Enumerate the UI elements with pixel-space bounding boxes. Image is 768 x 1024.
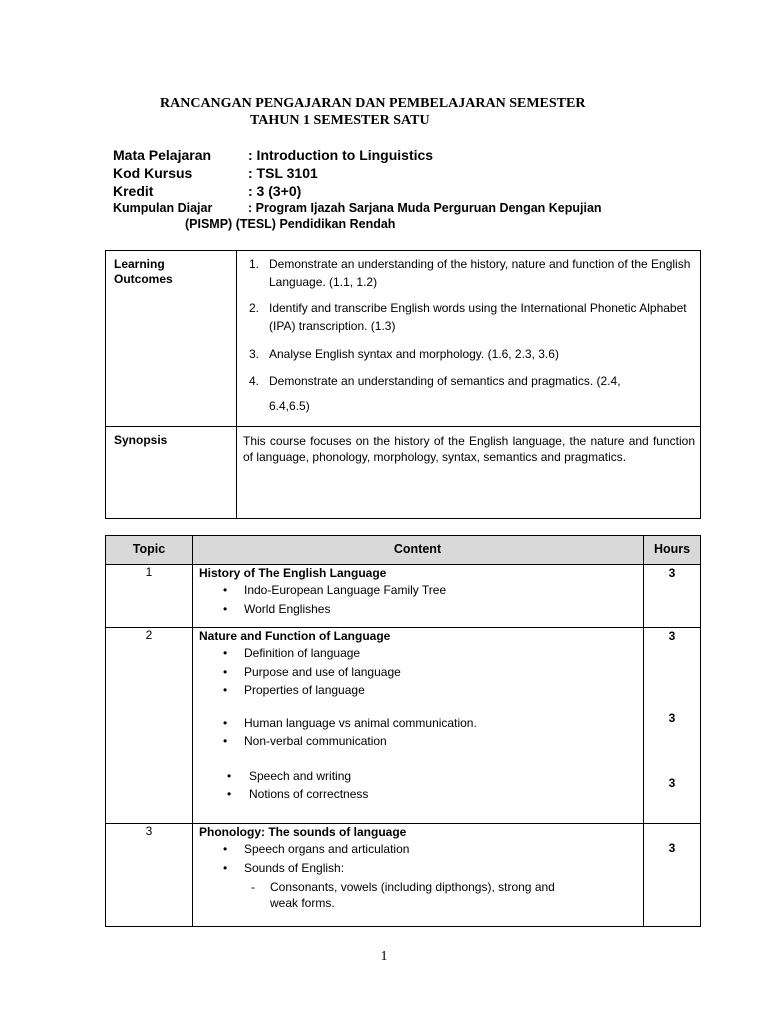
outcome-number: 3. (249, 347, 260, 361)
hours-value: 3 (668, 711, 676, 725)
list-item: • Definition of language (199, 644, 639, 663)
info-value: : 3 (3+0) (248, 183, 302, 199)
bullet-icon: • (223, 583, 228, 597)
bullet-icon: • (223, 646, 228, 660)
list-item: • Sounds of English: (199, 859, 639, 878)
topic-table (105, 535, 701, 927)
bullet-icon: • (223, 664, 228, 679)
topic-title: Nature and Function of Language (199, 629, 391, 643)
outcome-text: Analyse English syntax and morphology. (1.6, 2.3, 3.6) (269, 347, 559, 361)
list-item: • World Englishes (199, 600, 639, 619)
column-divider (192, 536, 193, 926)
list-item: • Purpose and use of language (199, 663, 639, 682)
header-topic: Topic (132, 542, 166, 556)
outcome-text: 6.4,6.5) (269, 399, 310, 413)
sub-list-item: - Consonants, vowels (including dipthongs), strong and (251, 880, 555, 894)
info-value: : Program Ijazah Sarjana Muda Perguruan Dengan Kepujian (248, 201, 602, 215)
outcome-text: Identify and transcribe English words using the International Phonetic Alphabet (IPA) transcription. (1.3) (269, 301, 687, 333)
list-item: • Non-verbal communication (199, 732, 639, 751)
column-divider (236, 427, 237, 518)
column-divider (643, 536, 644, 926)
dash-icon: - (251, 880, 255, 894)
topic-number: 2 (145, 628, 153, 642)
bullet-icon: • (223, 860, 228, 875)
bullet-icon: • (227, 768, 232, 783)
hours-value: 3 (668, 566, 676, 580)
info-value-continued: (PISMP) (TESL) Pendidikan Rendah (185, 217, 396, 231)
list-item: • Notions of correctness (199, 785, 639, 804)
document-title-line-1: RANCANGAN PENGAJARAN DAN PEMBELAJARAN SEMESTER (160, 96, 586, 111)
info-label: Mata Pelajaran (113, 147, 212, 163)
column-divider (236, 251, 237, 426)
table-row (199, 824, 639, 911)
topic-title: Phonology: The sounds of language (199, 825, 407, 839)
list-item: • Indo-European Language Family Tree (199, 581, 639, 600)
topic-number: 3 (145, 824, 153, 838)
bullet-icon: • (223, 601, 228, 616)
document-title-line-2: TAHUN 1 SEMESTER SATU (250, 113, 430, 128)
learning-outcomes-label: Learning Outcomes (114, 257, 173, 286)
outcome-text: Demonstrate an understanding of the history, nature and function of the English Language. (1.1, 1.2) (269, 257, 691, 289)
hours-value: 3 (668, 629, 676, 643)
synopsis-label: Synopsis (114, 433, 168, 447)
header-hours: Hours (653, 542, 691, 556)
info-label: Kumpulan Diajar (113, 201, 213, 215)
bullet-icon: • (227, 787, 232, 801)
outcome-number: 4. (249, 374, 260, 388)
list-item: • Speech and writing (199, 767, 639, 786)
page-number: 1 (380, 949, 388, 964)
topic-number: 1 (145, 565, 153, 579)
bullet-icon: • (223, 683, 228, 697)
header-content: Content (393, 542, 442, 556)
bullet-icon: • (223, 842, 228, 856)
list-item: • Properties of language (199, 681, 639, 700)
table-row (199, 628, 639, 804)
info-value: : TSL 3101 (248, 165, 318, 181)
info-label: Kod Kursus (113, 165, 193, 181)
info-label: Kredit (113, 183, 154, 199)
list-item: • Speech organs and articulation (199, 840, 639, 859)
sub-list-item-continued: weak forms. (270, 896, 335, 910)
synopsis-section (105, 426, 701, 519)
outcome-number: 1. (249, 257, 260, 271)
hours-value: 3 (668, 776, 676, 790)
bullet-icon: • (223, 734, 228, 748)
outcome-text: Demonstrate an understanding of semantics and pragmatics. (2.4, (269, 374, 621, 388)
topic-title: History of The English Language (199, 566, 387, 580)
list-item: • Human language vs animal communication. (199, 714, 639, 733)
info-value: : Introduction to Linguistics (248, 147, 434, 163)
bullet-icon: • (223, 715, 228, 730)
synopsis-text: This course focuses on the history of the English language, the nature and function of language, phonology, morphology, syntax, semantics and pragmatics. (243, 434, 695, 464)
learning-outcomes-section (105, 250, 701, 427)
hours-value: 3 (668, 841, 676, 855)
table-row (199, 565, 639, 618)
outcome-number: 2. (249, 301, 260, 315)
